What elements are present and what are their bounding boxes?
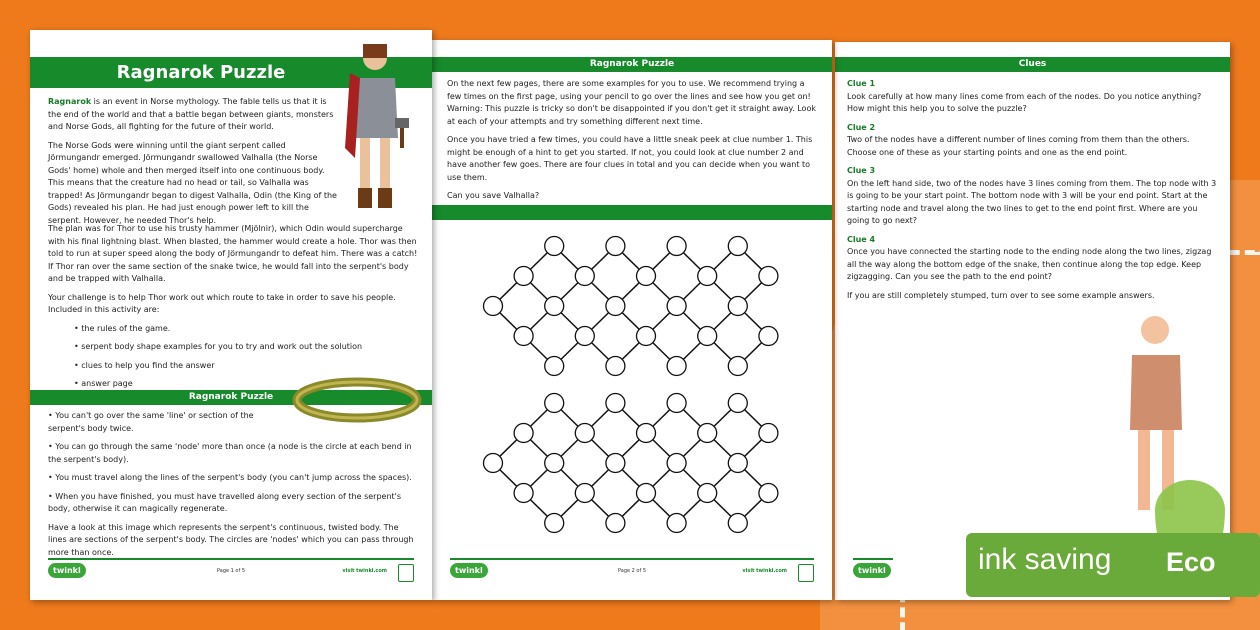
puzzle-node[interactable] — [606, 454, 625, 473]
puzzle-node[interactable] — [514, 424, 533, 443]
puzzle-node[interactable] — [545, 297, 564, 316]
page-title: Ragnarok Puzzle — [30, 57, 432, 88]
quality-badge — [798, 564, 814, 582]
puzzle-node[interactable] — [606, 237, 625, 256]
rule-item: • You must travel along the lines of the serpent's body (you can't jump across the spaces). — [48, 472, 418, 485]
puzzle-node[interactable] — [698, 327, 717, 346]
challenge-paragraph: Your challenge is to help Thor work out which route to take in order to save his people. Included in this activity are: — [48, 292, 396, 314]
puzzle-node[interactable] — [545, 394, 564, 413]
puzzle-node[interactable] — [698, 484, 717, 503]
puzzle-node[interactable] — [575, 327, 594, 346]
footer-rule — [853, 558, 893, 560]
puzzle-node[interactable] — [728, 394, 747, 413]
puzzle-node[interactable] — [698, 424, 717, 443]
intro-paragraph: On the next few pages, there are some examples for you to use. We recommend trying a few times on the first page, using your pencil to go over the lines and see how you get on! Warning: This puzzle is tricky so don't be disappointed if you don't get it straight away. Look at each of your attempts and try something different next time. — [447, 79, 816, 126]
puzzle-node[interactable] — [759, 484, 778, 503]
puzzle-node[interactable] — [545, 454, 564, 473]
puzzle-node[interactable] — [667, 297, 686, 316]
rule-item: • When you have finished, you must have travelled along every section of the serpent's body, otherwise it can magically regenerate. — [48, 491, 418, 516]
puzzle-node[interactable] — [667, 237, 686, 256]
clue-text: Once you have connected the starting node to the ending node along the two lines, zigzag all the way along the bottom edge of the snake, then continue along the top edge. Keep zigzagging. Can you see the path to the end point? — [847, 247, 1212, 281]
plan-paragraph: The plan was for Thor to use his trusty hammer (Mjölnir), which Odin would supercharge with his final lightning blast. When blasted, the hammer would create a hole. Thor was then told to run at super speed along the body of Jörmungandr to defeat him. There was a catch! If Thor ran over the same section of the snake twice, he would fall into the serpent's body and be trapped with Valhalla. — [48, 224, 418, 283]
clue-title: Clue 1 — [847, 79, 876, 88]
quality-badge — [398, 564, 414, 582]
ink-saving-label: ink saving — [978, 543, 1112, 576]
page-title: Clues — [835, 57, 1230, 72]
puzzle-grids[interactable] — [432, 40, 832, 560]
puzzle-node[interactable] — [667, 394, 686, 413]
list-item: • the rules of the game. — [74, 323, 418, 336]
rules-section-title: Ragnarok Puzzle — [30, 390, 432, 405]
puzzle-node[interactable] — [667, 454, 686, 473]
page-title: Ragnarok Puzzle — [432, 57, 832, 72]
list-item: • answer page — [74, 378, 418, 391]
puzzle-node[interactable] — [637, 267, 656, 286]
page-number: Page 2 of 5 — [617, 568, 647, 574]
page-2 — [432, 40, 832, 600]
clue-4 — [847, 234, 1219, 284]
puzzle-node[interactable] — [484, 454, 503, 473]
puzzle-node[interactable] — [606, 394, 625, 413]
clue-title: Clue 3 — [847, 166, 876, 175]
thor-illustration — [340, 38, 410, 213]
puzzle-node[interactable] — [514, 327, 533, 346]
puzzle-node[interactable] — [698, 267, 717, 286]
visit-link[interactable]: visit twinkl.com — [742, 568, 787, 574]
visit-link[interactable]: visit twinkl.com — [342, 568, 387, 574]
puzzle-node[interactable] — [728, 514, 747, 533]
twinkl-logo: twinkl — [48, 563, 86, 578]
puzzle-node[interactable] — [759, 424, 778, 443]
clue-title: Clue 2 — [847, 122, 876, 132]
intro-keyword: Ragnarok — [48, 97, 92, 106]
story-paragraph: The Norse Gods were winning until the giant serpent called Jörmungandr emerged. Jörmungandr swallowed Valhalla (the Norse Gods' home) whole and then merged itself into one continuous body. This means that the creature had no head or tail, so Valhalla was trapped! As Jörmungandr began to digest Valhalla, Odin (the King of the Gods) revealed his plan. He had just enough power left to kill the serpent. However, he needed Thor's help. — [48, 140, 337, 225]
puzzle-node[interactable] — [606, 357, 625, 376]
intro-text: is an event in Norse mythology. The fable tells us that it is the end of the world and that a battle began between giants, monsters and Norse Gods, all fighting for the future of their world. — [48, 97, 334, 131]
puzzle-node[interactable] — [637, 327, 656, 346]
puzzle-node[interactable] — [667, 514, 686, 533]
clue-paragraph: Once you have tried a few times, you could have a little sneak peek at clue number 1. This might be enough of a hint to get you started. If not, you could look at clue number 2 and have another few goes. There are four clues in total and you can decide when you want to use them. — [447, 135, 813, 182]
puzzle-node[interactable] — [759, 267, 778, 286]
rule-item: • You can go through the same 'node' more than once (a node is the circle at each bend in the serpent's body). — [48, 441, 418, 466]
clue-3 — [847, 165, 1219, 228]
eco-label: Eco — [1166, 547, 1216, 577]
page-1 — [30, 30, 432, 600]
puzzle-node[interactable] — [728, 297, 747, 316]
puzzle-node[interactable] — [575, 267, 594, 286]
list-item: • serpent body shape examples for you to try and work out the solution — [74, 341, 418, 354]
clue-2 — [847, 122, 1219, 160]
list-item: • clues to help you find the answer — [74, 360, 418, 373]
puzzle-node[interactable] — [545, 237, 564, 256]
intro-paragraph — [48, 96, 340, 134]
puzzle-node[interactable] — [545, 357, 564, 376]
puzzle-node[interactable] — [514, 267, 533, 286]
puzzle-node[interactable] — [484, 297, 503, 316]
closing-paragraph: Have a look at this image which represents the serpent's continuous, twisted body. The lines are sections of the serpent's body. The circles are 'nodes' which you can pass through more than once. — [48, 522, 414, 557]
closing-paragraph: If you are still completely stumped, turn over to see some example answers. — [847, 290, 1155, 300]
clue-text: Look carefully at how many lines come from each of the nodes. Do you notice anything? How might this help you to solve the puzzle? — [847, 91, 1202, 113]
puzzle-node[interactable] — [637, 424, 656, 443]
puzzle-node[interactable] — [514, 484, 533, 503]
page-number: Page 1 of 5 — [216, 568, 246, 574]
clue-title: Clue 4 — [847, 234, 876, 244]
rules-list — [48, 410, 418, 516]
puzzle-node[interactable] — [545, 514, 564, 533]
ink-saving-badge — [966, 533, 1260, 597]
puzzle-node[interactable] — [759, 327, 778, 346]
twinkl-logo: twinkl — [450, 563, 488, 578]
footer-rule — [48, 558, 414, 560]
puzzle-node[interactable] — [667, 357, 686, 376]
puzzle-node[interactable] — [606, 297, 625, 316]
puzzle-node[interactable] — [728, 357, 747, 376]
clue-text: Two of the nodes have a different number of lines coming from them than the others. Choose one of these as your starting points and one as the end point. — [847, 135, 1190, 157]
question: Can you save Valhalla? — [447, 191, 540, 200]
puzzle-node[interactable] — [637, 484, 656, 503]
clue-1 — [847, 78, 1219, 116]
puzzle-node[interactable] — [575, 424, 594, 443]
clue-text: On the left hand side, two of the nodes have 3 lines coming from them. The top node with 3 is going to be your start point. The bottom node with 3 will be your end point. Start at the starting node and travel along the two lines to get to the end point first. Where are you going to go next? — [847, 178, 1217, 225]
twinkl-logo: twinkl — [853, 563, 891, 578]
puzzle-node[interactable] — [606, 514, 625, 533]
puzzle-node[interactable] — [728, 237, 747, 256]
footer-rule — [450, 558, 814, 560]
puzzle-node[interactable] — [728, 454, 747, 473]
rule-item: • You can't go over the same 'line' or section of the serpent's body twice. — [48, 410, 273, 435]
puzzle-node[interactable] — [575, 484, 594, 503]
